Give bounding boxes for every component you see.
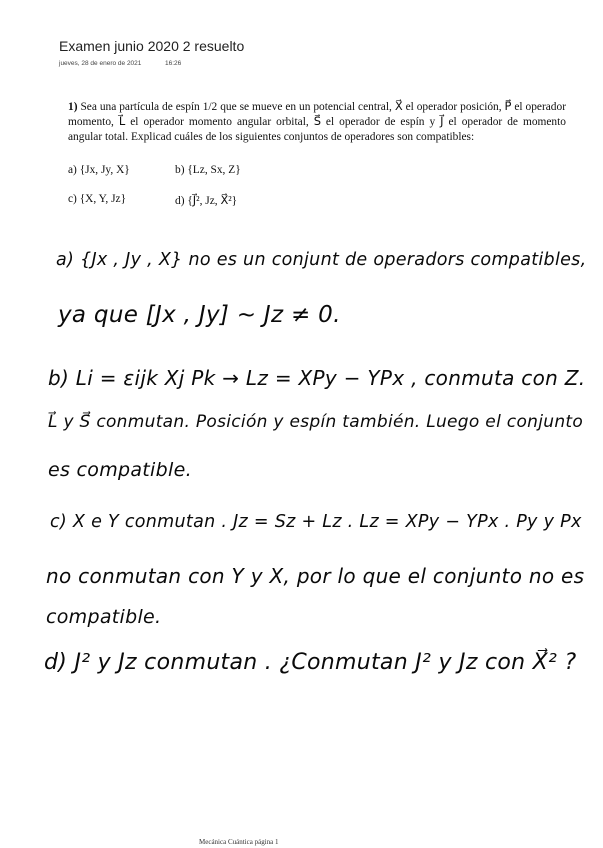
problem-statement	[68, 100, 566, 145]
handwritten-line-9: d) J² y Jz conmutan . ¿Conmutan J² y Jz con X⃗² ?	[44, 650, 577, 675]
handwritten-line-6: c) X e Y conmutan . Jz = Sz + Lz . Lz = XPy − YPx . Py y Px	[50, 512, 582, 532]
option-c: c) {X, Y, Jz}	[68, 193, 127, 205]
handwritten-line-3: b) Li = εijk Xj Pk → Lz = XPy − YPx , conmuta con Z.	[48, 366, 586, 390]
note-time: 16:26	[165, 60, 182, 67]
handwritten-line-1: a) {Jx , Jy , X} no es un conjunt de operadors compatibles,	[56, 250, 587, 270]
option-b: b) {Lz, Sx, Z}	[175, 164, 241, 176]
handwritten-line-5: es compatible.	[48, 459, 192, 481]
problem-text: Sea una partícula de espín 1/2 que se mueve en un potencial central, X⃗ el operador posición, P⃗ el operador momento, L⃗ el operador momento angular orbital, S⃗ el operador de espín y J⃗ el operador de momento angular total. Explicad cuáles de los siguientes conjuntos de operadores son compatibles:	[68, 101, 566, 143]
handwritten-line-7: no conmutan con Y y X, por lo que el conjunto no es	[46, 564, 585, 588]
handwritten-line-8: compatible.	[46, 606, 162, 628]
handwritten-line-4: L⃗ y S⃗ conmutan. Posición y espín también. Luego el conjunto	[48, 412, 584, 432]
problem-number: 1)	[68, 101, 78, 113]
page-title: Examen junio 2020 2 resuelto	[59, 38, 245, 54]
handwritten-line-2: ya que [Jx , Jy] ~ Jz ≠ 0.	[58, 302, 341, 328]
option-a: a) {Jx, Jy, X}	[68, 164, 130, 176]
note-date: jueves, 28 de enero de 2021	[59, 60, 142, 67]
option-d: d) {J⃗², Jz, X⃗²}	[175, 195, 238, 207]
page-footer: Mecánica Cuántica página 1	[199, 838, 279, 846]
